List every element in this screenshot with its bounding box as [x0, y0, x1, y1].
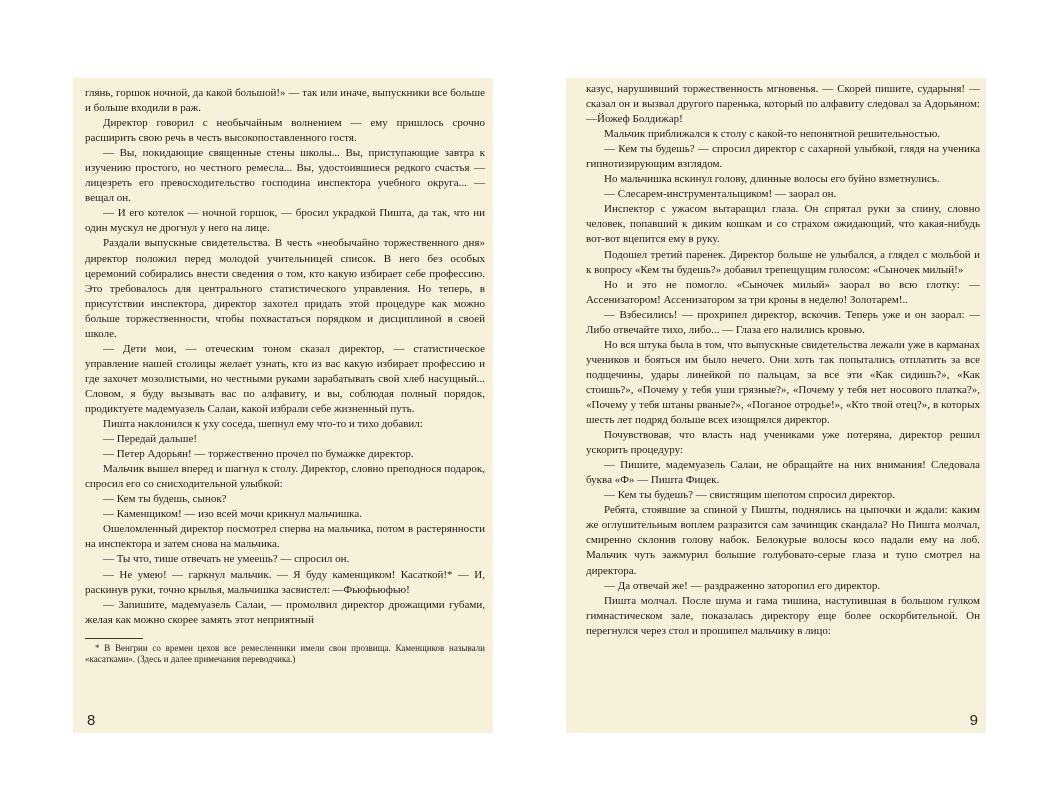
paragraph: Почувствовав, что власть над учениками уже потеряна, директор решил ускорить процедуру:	[586, 429, 980, 457]
paragraph: Инспектор с ужасом вытаращил глаза. Он спрятал руки за спину, словно человек, попавший к диким кошкам и со страхом ожидающий, что какая-нибудь вот-вот вцепится ему в руку.	[586, 203, 980, 246]
paragraph: Мальчик приближался к столу с какой-то непонятной решительностью.	[604, 128, 941, 141]
paragraph: Подошел третий паренек. Директор больше не улыбался, а глядел с мольбой и к вопросу «Кем ты будешь?» добавил трепещущим голосом: «Сыночек милый!»	[586, 248, 980, 276]
paragraph: — Каменщиком! — изо всей мочи крикнул мальчишка.	[103, 508, 362, 521]
paragraph: — Да отвечай же! — раздраженно заторопил его директор.	[604, 579, 881, 592]
left-page-text	[85, 86, 485, 628]
paragraph: Директор говорил с необычайным волнением — ему пришлось срочно расширить свою речь в честь высокопоставленного гостя.	[85, 117, 485, 145]
paragraph: — Кем ты будешь? — спросил директор с сахарной улыбкой, глядя на ученика гипнотизирующим взглядом.	[586, 143, 980, 171]
paragraph: — И его котелок — ночной горшок, — бросил украдкой Пишта, да так, что ни один мускул не дрогнул у него на лице.	[85, 207, 485, 235]
page-number: 9	[969, 712, 978, 729]
paragraph: — Запишите, мадемуазель Салаи, — промолвил директор дрожащими губами, желая как можно скорее замять этот неприятный	[85, 598, 485, 626]
paragraph: — Петер Адорьян! — торжественно прочел по бумажке директор.	[103, 448, 414, 461]
paragraph: — Не умею! — гаркнул мальчик. — Я буду каменщиком! Касаткой!* — И, раскинув руки, точно крылья, мальчишка засвистел: —Фьюфьюфью!	[85, 568, 485, 596]
paragraph: Ребята, стоявшие за спиной у Пишты, поднялись на цыпочки и ждали: каким же оглушительным воплем разразится сам зачинщик скандала? Но Пишта молчал, смиренно склонив голову набок. Белокурые волосы косо падали ему на лоб. Мальчик чуть зажмурил большие голубовато-серые глаза и тупо смотрел на директора.	[586, 504, 980, 577]
paragraph: — Ты что, тише отвечать не умеешь? — спросил он.	[103, 553, 350, 566]
paragraph: — Передай дальше!	[103, 433, 198, 446]
paragraph: Мальчик вышел вперед и шагнул к столу. Директор, словно преподнося подарок, спросил его со снисходительной улыбкой:	[85, 463, 485, 491]
right-page	[566, 78, 986, 733]
paragraph: глянь, горшок ночной, да какой большой!» — так или иначе, выпускники все больше и больше входили в раж.	[85, 87, 485, 115]
paragraph: Раздали выпускные свидетельства. В честь «необычайно торжественного дня» директор положил перед молодой учительницей список. В него без особых церемоний собирались внести сведения о том, кто какую избирает себе профессию. Это требовалось для центрального статистического управления. Но теперь, в присутствии инспектора, директор захотел придать этой процедуре как можно больше торжественности, чтобы похвастаться порядком и дисциплиной в своей школе.	[85, 237, 485, 340]
footnote-divider	[85, 638, 143, 639]
footnote	[85, 643, 485, 666]
footnote-text: * В Венгрии со времен цехов все ремесленники имели свои прозвища. Каменщиков называли «касатками». (Здесь и далее примечания переводчика.)	[85, 642, 485, 665]
paragraph: — Вы, покидающие священные стены школы... Вы, приступающие завтра к изучению простого, но честного ремесла... Вы, удостоившиеся редкого счастья — лицезреть его превосходительство господина инспектора учебного округа... — вещал он.	[85, 147, 485, 205]
paragraph: Пишта наклонился к уху соседа, шепнул ему что-то и тихо добавил:	[103, 418, 423, 431]
paragraph: Но и это не помогло. «Сыночек милый» заорал во всю глотку: — Ассенизатором! Ассенизатором за три кроны в неделю! Золотарем!..	[586, 278, 980, 306]
paragraph: — Дети мои, — отеческим тоном сказал директор, — статистическое управление нашей столицы желает узнать, кто из вас какую избирает профессию и где захочет мозолистыми, но честными руками зарабатывать свой хлеб насущный... Словом, я буду вызывать вас по алфавиту, и вы, соблюдая полный порядок, продиктуете мадемуазель Салаи, какой избрали себе жизненный путь.	[85, 342, 485, 415]
paragraph: — Кем ты будешь? — свистящим шепотом спросил директор.	[604, 489, 895, 502]
paragraph: казус, нарушивший торжественность мгновенья. — Скорей пишите, сударыня! — сказал он и вызвал другого паренька, который по алфавиту следовал за Адорьяном: —Йожеф Болдижар!	[586, 83, 980, 126]
paragraph: Пишта молчал. После шума и гама тишина, наступившая в большом гулком гимнастическом зале, показалась директору еще более оскорбительной. Он перегнулся через стол и прошипел мальчику в лицо:	[586, 594, 980, 637]
paragraph: — Пишите, мадемуазель Салаи, не обращайте на них внимания! Следовала буква «Ф» — Пишта Фицек.	[586, 459, 980, 487]
paragraph: Но вся штука была в том, что выпускные свидетельства лежали уже в карманах учеников и бояться им было нечего. Они хоть так попытались отплатить за все подщечины, удары линейкой по пальцам, за все эти «Как сидишь?», «Как стоишь?», «Почему у тебя уши грязные?», «Почему у тебя нет носового платка?», «Почему у тебя штаны рваные?», «Поганое отродье!», «Кто твой отец?», в которых шесть лет подряд больше всех изощрялся директор.	[586, 338, 980, 427]
paragraph: — Взбесились! — прохрипел директор, вскочив. Теперь уже и он заорал: — Либо отвечайте тихо, либо... — Глаза его налились кровью.	[586, 308, 980, 336]
paragraph: Ошеломленный директор посмотрел сперва на мальчика, потом в растерянности на инспектора и затем снова на мальчика.	[85, 523, 485, 551]
paragraph: — Слесарем-инструментальщиком! — заорал он.	[604, 188, 837, 201]
left-page	[73, 78, 493, 733]
paragraph: — Кем ты будешь, сынок?	[103, 493, 227, 506]
paragraph: Но мальчишка вскинул голову, длинные волосы его буйно взметнулись.	[604, 173, 940, 186]
right-page-text	[586, 82, 980, 639]
page-number: 8	[87, 712, 96, 729]
